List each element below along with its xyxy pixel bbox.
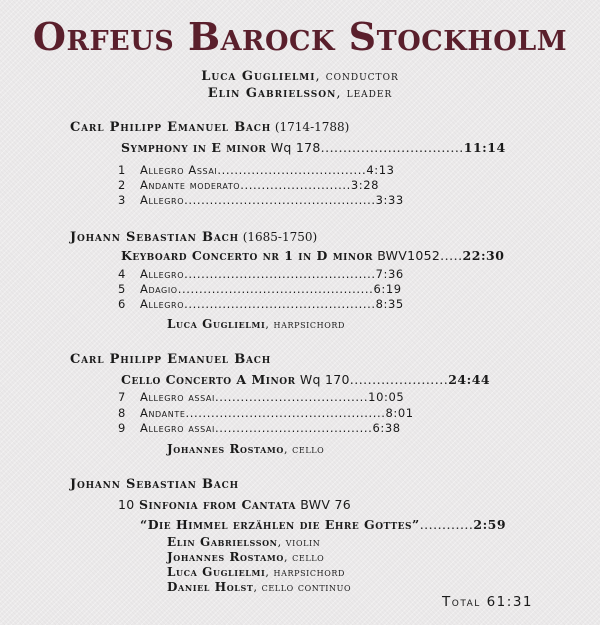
movement-row: 1 Allegro Assai...................................4:13 xyxy=(118,163,395,177)
credit-name: Elin Gabrielsson xyxy=(207,86,337,101)
movement-time: 3:28 xyxy=(350,178,380,192)
credit-name: Luca Guglielmi xyxy=(201,69,316,84)
subwork-title: “Die Himmel erzählen die Ehre Gottes”............2:59 xyxy=(140,517,507,532)
work-duration: 22:30 xyxy=(462,248,505,263)
work-duration: 2:59 xyxy=(473,517,507,532)
work-title: Keyboard Concerto nr 1 in D minor BWV1052.....22:30 xyxy=(121,248,505,263)
movement-row: 6 Allegro.............................................8:35 xyxy=(118,297,404,311)
work-title: 10 Sinfonia from Cantata BWV 76 xyxy=(118,497,352,512)
credit-role: , leader xyxy=(336,86,393,101)
composer-heading: Johann Sebastian Bach (1685-1750) xyxy=(70,230,318,245)
work-duration: 11:14 xyxy=(463,140,506,155)
movement-time: 4:13 xyxy=(366,163,395,177)
movement-time: 6:38 xyxy=(372,421,401,435)
movement-time: 10:05 xyxy=(368,390,405,404)
movement-time: 8:35 xyxy=(375,297,404,311)
movement-row: 8 Andante...............................................8:01 xyxy=(118,406,414,420)
credit-leader xyxy=(0,86,600,101)
movement-row: 5 Adagio..............................................6:19 xyxy=(118,282,402,296)
movement-time: 7:36 xyxy=(375,267,404,281)
credit-conductor xyxy=(0,69,600,84)
composer-dates: (1685-1750) xyxy=(238,230,318,244)
movement-row: 7 Allegro assai....................................10:05 xyxy=(118,390,405,404)
soloist-credit: Elin Gabrielsson, violin xyxy=(167,535,321,549)
movement-time: 8:01 xyxy=(385,406,414,420)
movement-row: 4 Allegro.............................................7:36 xyxy=(118,267,404,281)
movement-row: 3 Allegro.............................................3:33 xyxy=(118,193,404,207)
album-title: Orfeus Barock Stockholm xyxy=(32,14,568,59)
soloist-credit: Luca Guglielmi, harpsichord xyxy=(167,565,346,579)
movement-time: 3:33 xyxy=(375,193,404,207)
work-duration: 24:44 xyxy=(448,372,491,387)
movement-row: 9 Allegro assai.....................................6:38 xyxy=(118,421,401,435)
soloist-credit: Johannes Rostamo, cello xyxy=(167,550,325,564)
composer-heading: Carl Philipp Emanuel Bach xyxy=(70,352,272,367)
soloist-credit: Daniel Holst, cello continuo xyxy=(167,580,352,594)
credit-role: , conductor xyxy=(315,69,399,84)
track-number: 10 xyxy=(118,497,135,512)
soloist-credit: Luca Guglielmi, harpsichord xyxy=(167,317,346,331)
movement-row: 2 Andante moderato..........................3:28 xyxy=(118,178,380,192)
total-duration: Total 61:31 xyxy=(442,594,533,610)
soloist-credit: Johannes Rostamo, cello xyxy=(167,442,325,456)
work-title: Symphony in E minor Wq 178................................11:14 xyxy=(121,140,506,155)
composer-dates: (1714-1788) xyxy=(271,120,350,134)
work-title: Cello Concerto A Minor Wq 170......................24:44 xyxy=(121,372,491,387)
movement-time: 6:19 xyxy=(373,282,402,296)
composer-heading: Carl Philipp Emanuel Bach (1714-1788) xyxy=(70,120,350,135)
composer-heading: Johann Sebastian Bach xyxy=(70,477,239,492)
